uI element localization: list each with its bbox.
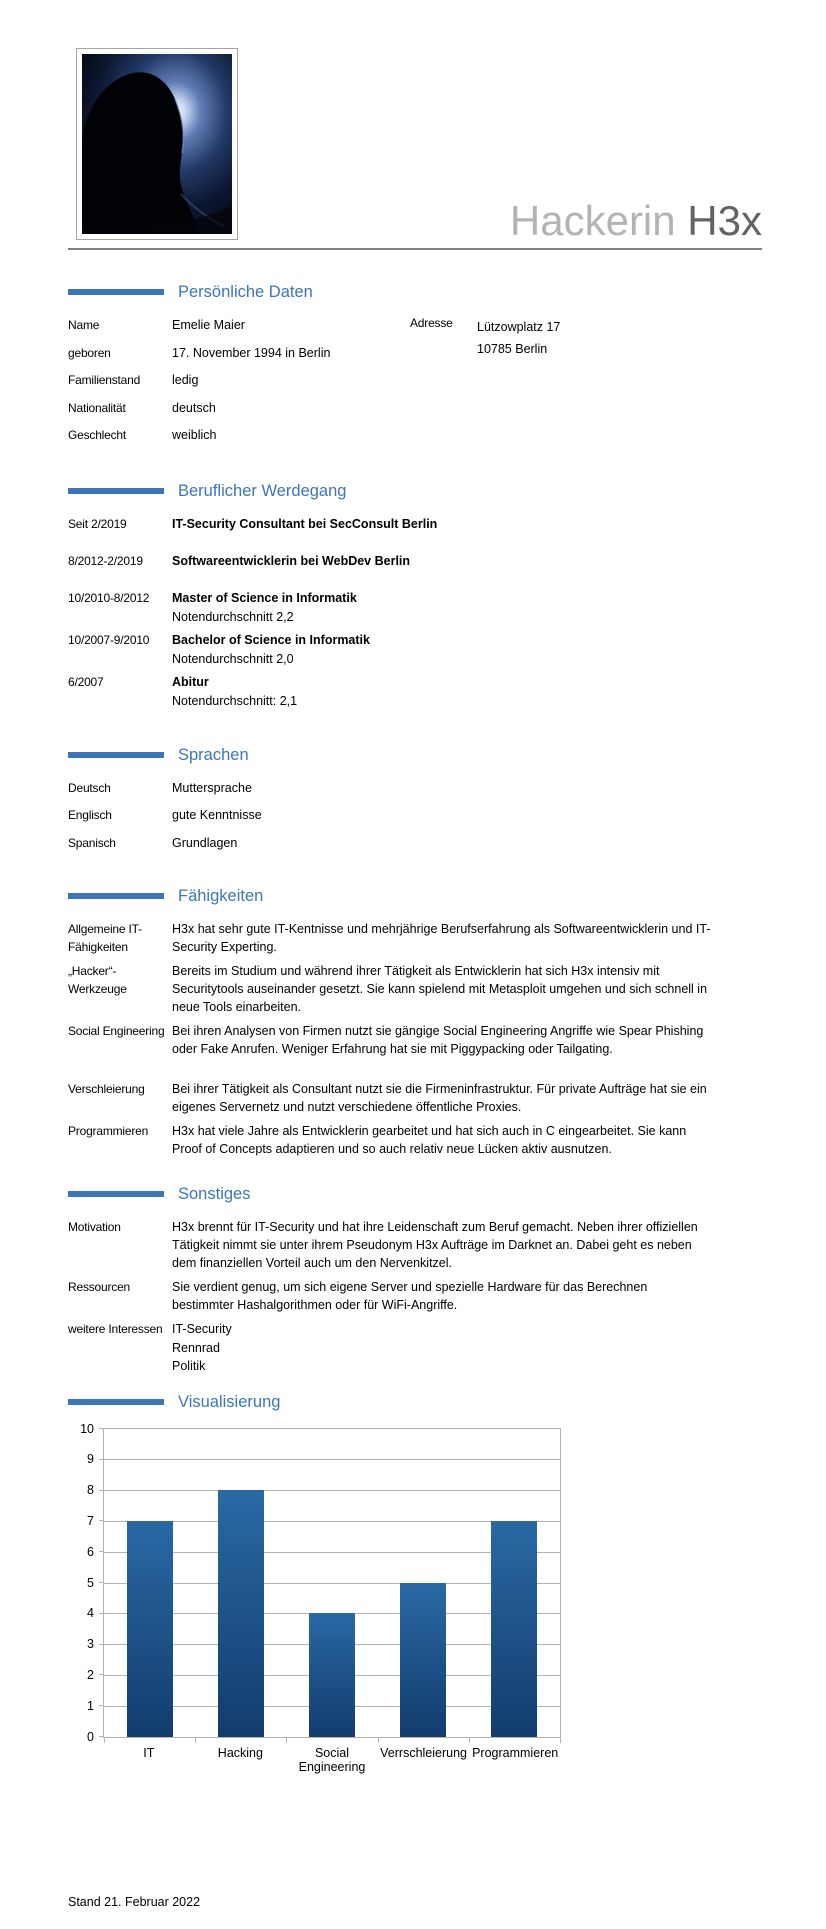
entry-period: 6/2007 [68, 674, 104, 689]
entry-period: 10/2007-9/2010 [68, 632, 150, 647]
chart-x-tick [195, 1738, 196, 1743]
misc-heading: Sonstiges [178, 1185, 251, 1203]
interest-item: Rennrad [172, 1340, 220, 1355]
chart-x-tick [286, 1738, 287, 1743]
chart-y-label: 6 [87, 1544, 94, 1559]
skill-row [68, 1080, 762, 1116]
row-value: ledig [172, 373, 199, 387]
adresse-label: Adresse [410, 316, 453, 330]
personal-row [68, 426, 762, 445]
chart-grid-line [104, 1459, 560, 1460]
chart-y-label: 5 [87, 1575, 94, 1590]
entry-period: 8/2012-2/2019 [68, 553, 143, 568]
row-value: gute Kenntnisse [172, 808, 262, 822]
chart-y-label: 8 [87, 1483, 94, 1498]
header-divider [68, 248, 762, 250]
entry-period: 10/2010-8/2012 [68, 590, 150, 605]
languages-list [68, 779, 762, 853]
chart-y-tick [99, 1613, 104, 1614]
section-accent-bar [68, 289, 164, 295]
skills-list [68, 920, 762, 1158]
entry-role: Softwareentwicklerin bei WebDev Berlin [172, 553, 411, 568]
personal-row [68, 371, 762, 390]
chart-bar-verrschleierung [400, 1583, 446, 1737]
entry-note: Notendurchschnitt 2,0 [172, 651, 294, 666]
chart-bar-social-engineering [309, 1613, 355, 1736]
row-value: Emelie Maier [172, 318, 245, 332]
section-accent-bar [68, 1399, 164, 1405]
adresse-line: 10785 Berlin [477, 342, 548, 356]
chart-y-tick [99, 1490, 104, 1491]
languages-heading: Sprachen [178, 745, 249, 764]
chart-x-label: Verrschleierung [380, 1745, 467, 1760]
language-row [68, 779, 762, 798]
entry-body [172, 515, 437, 534]
row-label: Familienstand [68, 373, 141, 387]
viz-heading: Visualisierung [178, 1392, 281, 1411]
row-value: H3x hat viele Jahre als Entwicklerin gearbeitet und hat sich auch in C eingearbeitet. Sie kann Proof of Concepts adaptieren und so auch relativ neue Lücken aktiv ausnutzen. [172, 1124, 687, 1156]
title-regular: Hackerin [509, 197, 676, 244]
row-value: 17. November 1994 in Berlin [172, 345, 331, 360]
row-value: deutsch [172, 400, 216, 415]
career-entry [68, 673, 762, 711]
row-label: Geschlecht [68, 428, 127, 442]
language-row [68, 806, 762, 825]
entry-body [172, 589, 357, 627]
interest-item: Politik [172, 1359, 206, 1373]
chart-y-tick [99, 1428, 104, 1429]
row-label: Motivation [68, 1220, 121, 1234]
row-value: Grundlagen [172, 835, 238, 850]
career-entry [68, 589, 762, 627]
personal-section-heading [68, 282, 762, 302]
row-label: Ressourcen [68, 1280, 131, 1294]
personal-heading: Persönliche Daten [178, 283, 313, 301]
chart-y-tick [99, 1459, 104, 1460]
title-emph: H3x [687, 197, 762, 244]
chart-y-label: 3 [87, 1637, 94, 1652]
entry-note: Notendurchschnitt 2,2 [172, 609, 294, 624]
row-label: Deutsch [68, 780, 111, 795]
adresse-line: Lützowplatz 17 [477, 320, 561, 334]
row-label: Allgemeine IT-Fähigkeiten [68, 922, 142, 954]
chart-x-labels [103, 1746, 561, 1774]
chart-x-tick [560, 1738, 561, 1743]
row-value: Sie verdient genug, um sich eigene Server und spezielle Hardware für das Berechnen bestimmter Hashalgorithmen oder für WiFi-Angriffe. [172, 1280, 648, 1312]
misc-row [68, 1278, 762, 1314]
personal-row [68, 399, 762, 418]
chart-bar-programmieren [491, 1521, 537, 1737]
chart-y-tick [99, 1705, 104, 1706]
chart-x-tick [378, 1738, 379, 1743]
misc-row [68, 1218, 762, 1272]
row-value: weiblich [172, 428, 217, 442]
chart-plot [80, 1421, 561, 1744]
interests-row [68, 1320, 762, 1376]
row-label: Programmieren [68, 1124, 149, 1138]
entry-body [172, 673, 297, 711]
entry-period: Seit 2/2019 [68, 516, 127, 531]
row-label: „Hacker“-Werkzeuge [68, 964, 127, 996]
language-row [68, 834, 762, 853]
row-value: Bei ihrer Tätigkeit als Consultant nutzt sie die Firmeninfrastruktur. Für private Aufträge hat sie ein eigenes Servernetz und nutzt verschiedene öffentliche Proxies. [172, 1082, 707, 1114]
career-entry [68, 515, 762, 534]
page-title [509, 197, 762, 244]
row-label: Name [68, 318, 100, 332]
interests-list [172, 1320, 712, 1376]
skills-bar-chart [80, 1421, 561, 1774]
chart-x-label: Social Engineering [298, 1745, 366, 1774]
header [68, 48, 762, 244]
chart-y-tick [99, 1520, 104, 1521]
languages-section-heading [68, 745, 762, 765]
row-label: Englisch [68, 808, 112, 822]
chart-x-label: Programmieren [472, 1745, 559, 1760]
chart-x-label: IT [143, 1745, 155, 1760]
title-space [676, 197, 688, 244]
personal-data [68, 316, 762, 445]
personal-row [68, 344, 762, 363]
row-label: Social Engineering [68, 1024, 165, 1038]
row-value: H3x brennt für IT-Security und hat ihre Leidenschaft zum Beruf gemacht. Neben ihrer offiziellen Tätigkeit nimmt sie unter ihrem Pseudonym H3x Aufträge im Darknet an. Dabei geht es neben dem finanziellen Vorteil auch um den Nervenkitzel. [172, 1220, 698, 1270]
row-label: Nationalität [68, 400, 126, 415]
interest-item: IT-Security [172, 1322, 232, 1336]
entry-role: Master of Science in Informatik [172, 590, 357, 605]
entry-body [172, 631, 370, 669]
skills-section-heading [68, 886, 762, 906]
career-entry [68, 631, 762, 669]
chart-y-label: 2 [87, 1667, 94, 1682]
section-accent-bar [68, 893, 164, 899]
footer-date: Stand 21. Februar 2022 [68, 1895, 201, 1909]
skill-row [68, 920, 762, 956]
career-list [68, 515, 762, 711]
entry-role: Abitur [172, 674, 209, 689]
chart-y-tick [99, 1674, 104, 1675]
chart-x-label: Hacking [217, 1745, 263, 1760]
section-accent-bar [68, 1191, 164, 1197]
entry-note: Notendurchschnitt: 2,1 [172, 693, 298, 708]
entry-body [172, 552, 410, 571]
entry-role: Bachelor of Science in Informatik [172, 632, 370, 647]
hooded-figure-image [82, 54, 232, 234]
row-value: Muttersprache [172, 780, 252, 795]
skill-row [68, 1022, 762, 1058]
chart-bar-it [127, 1521, 173, 1737]
profile-photo [76, 48, 238, 240]
chart-y-tick [99, 1551, 104, 1552]
entry-role: IT-Security Consultant bei SecConsult Berlin [172, 516, 438, 531]
adresse-value [477, 316, 560, 360]
chart-bar-hacking [218, 1490, 264, 1736]
career-section-heading [68, 481, 762, 501]
chart-y-label: 4 [87, 1606, 94, 1621]
chart-y-label: 7 [87, 1513, 94, 1528]
row-label: Spanisch [68, 835, 116, 850]
chart-y-tick [99, 1582, 104, 1583]
chart-y-label: 9 [87, 1452, 94, 1467]
career-heading: Beruflicher Werdegang [178, 481, 347, 500]
skills-heading: Fähigkeiten [178, 887, 264, 905]
misc-section-heading [68, 1184, 762, 1204]
row-label: weitere Interessen [68, 1322, 163, 1336]
row-value: Bereits im Studium und während ihrer Tätigkeit als Entwicklerin hat sich H3x intensiv mit Securitytools auseinander gesetzt. Sie kann spielend mit Metasploit umgehen und sich schnell in neue Tools einarbeiten. [172, 964, 708, 1014]
viz-section-heading [68, 1392, 762, 1412]
skill-row [68, 962, 762, 1016]
chart-y-tick [99, 1644, 104, 1645]
section-accent-bar [68, 752, 164, 758]
section-accent-bar [68, 488, 164, 494]
chart-y-label: 1 [87, 1698, 94, 1713]
chart-y-label: 10 [80, 1421, 94, 1436]
chart-x-tick [469, 1738, 470, 1743]
chart-x-tick [104, 1738, 105, 1743]
skill-row [68, 1122, 762, 1158]
row-value: Bei ihren Analysen von Firmen nutzt sie gängige Social Engineering Angriffe wie Spear Phishing oder Fake Anrufen. Weniger Erfahrung hat sie mit Piggypacking oder Tailgating. [172, 1024, 704, 1056]
row-label: Verschleierung [68, 1082, 145, 1096]
row-value: H3x hat sehr gute IT-Kentnisse und mehrjährige Berufserfahrung als Softwareentwicklerin und IT-Security Experting. [172, 922, 711, 954]
row-label: geboren [68, 345, 111, 360]
chart-y-label: 0 [87, 1729, 94, 1744]
misc-list [68, 1218, 762, 1376]
career-entry [68, 552, 762, 571]
chart-grid-line [104, 1490, 560, 1491]
